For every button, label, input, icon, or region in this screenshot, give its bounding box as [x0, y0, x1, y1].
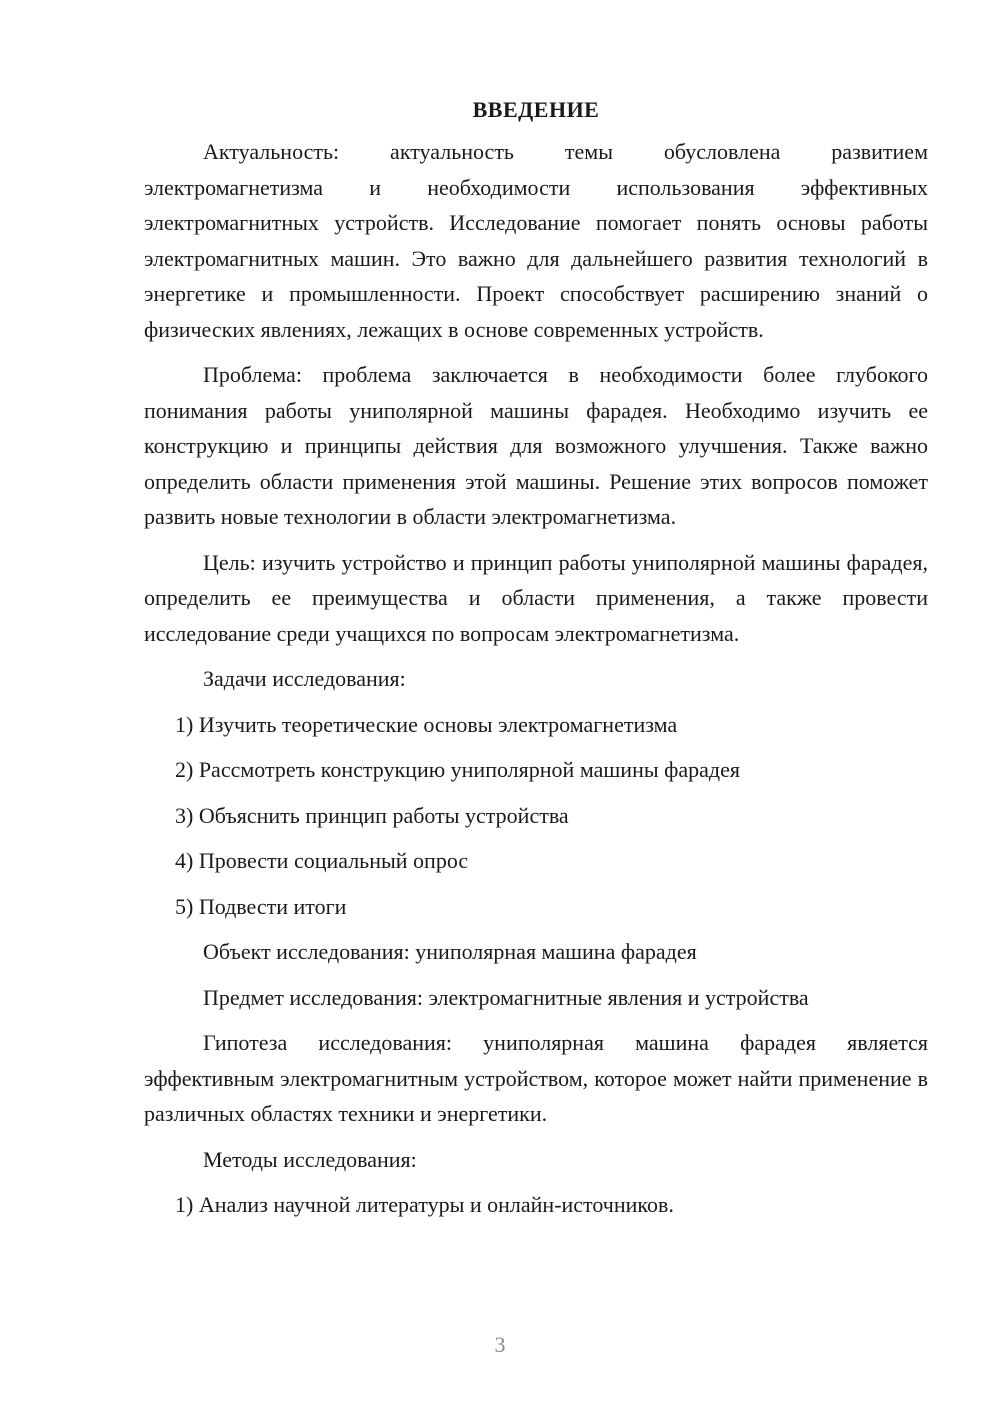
task-item: 3) Объяснить принцип работы устройства — [175, 802, 569, 828]
object-line: Объект исследования: униполярная машина фарадея — [203, 939, 697, 964]
task-item: 4) Провести социальный опрос — [175, 848, 469, 873]
task-item: 5) Подвести итоги — [175, 893, 347, 919]
hypothesis-paragraph: Гипотеза исследования: униполярная машина фарадея является эффективным электромагнитным устройством, которое может найти применение в различных областях техники и энергетики. — [144, 1030, 928, 1126]
relevance-paragraph: Актуальность: актуальность темы обусловлена развитием электромагнетизма и необходимости использования эффективных электромагнитных устройств. Исследование помогает понять основы работы электромагнитных машин. Это важно для дальнейшего развития технологий в энергетике и промышленности. Проект способствует расширению знаний о физических явлениях, лежащих в основе современных устройств. — [144, 139, 928, 342]
methods-heading: Методы исследования: — [203, 1146, 417, 1172]
subject-line: Предмет исследования: электромагнитные явления и устройства — [203, 984, 809, 1010]
task-item: 1) Изучить теоретические основы электромагнетизма — [175, 711, 678, 737]
task-item: 2) Рассмотреть конструкцию униполярной машины фарадея — [175, 757, 740, 782]
problem-paragraph: Проблема: проблема заключается в необходимости более глубокого понимания работы униполярной машины фарадея. Необходимо изучить ее конструкцию и принципы действия для возможного улучшения. Также важно определить области применения этой машины. Решение этих вопросов поможет развить новые технологии в области электромагнетизма. — [144, 362, 928, 529]
tasks-heading: Задачи исследования: — [203, 666, 406, 691]
method-item: 1) Анализ научной литературы и онлайн-источников. — [175, 1192, 674, 1217]
page-content — [144, 92, 928, 1233]
page-number: 3 — [494, 1332, 506, 1357]
goal-paragraph: Цель: изучить устройство и принцип работы униполярной машины фарадея, определить ее преимущества и области применения, а также провести исследование среди учащихся по вопросам электромагнетизма. — [144, 549, 928, 646]
section-heading: ВВЕДЕНИЕ — [472, 97, 600, 122]
